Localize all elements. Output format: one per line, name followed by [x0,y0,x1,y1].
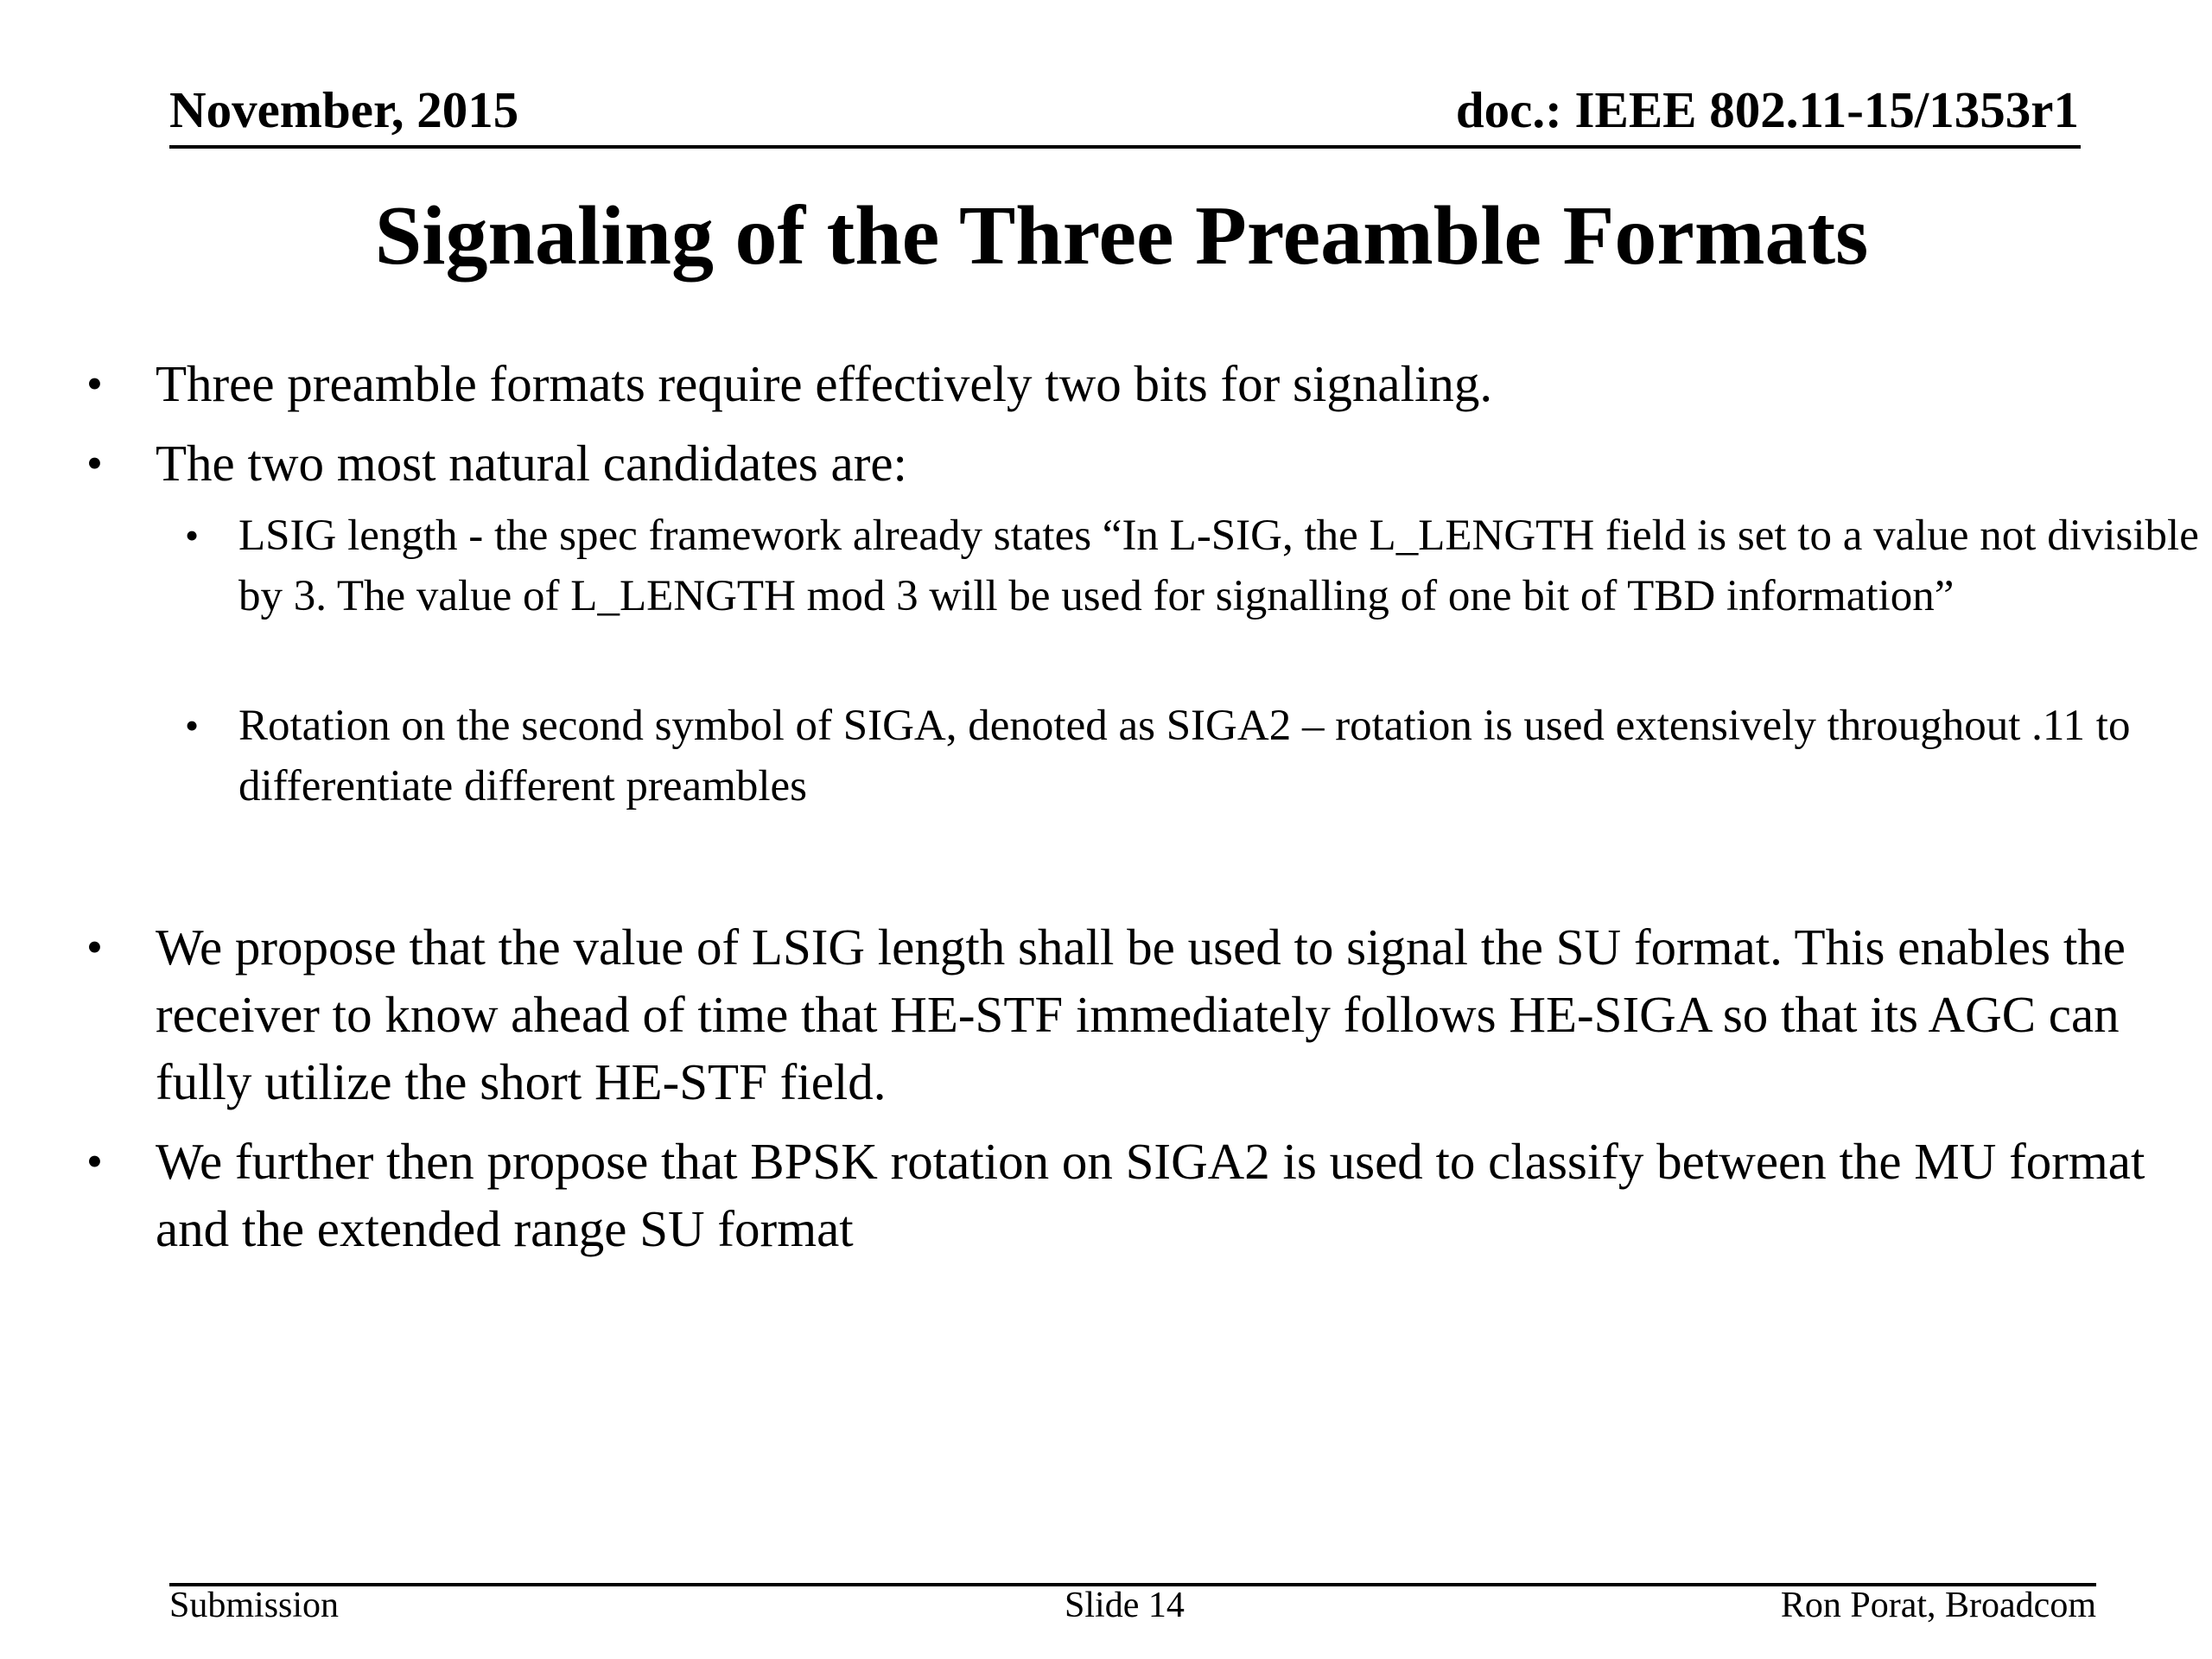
sub-bullet-item-1: LSIG length - the spec framework already states “In L-SIG, the L_LENGTH field is set to a value not divisible by 3. The value of L_LENGTH mod 3 will be used for signalling of one bit of TBD information” [238,512,2199,620]
footer-submission: Submission [169,1586,340,1625]
bullet-item-1: Three preamble formats require effectively two bits for signaling. [156,355,1493,412]
header-divider [169,145,2081,149]
bullet-marker: • [86,358,103,410]
header-date: November, 2015 [169,81,519,138]
bullet-item-3: We propose that the value of LSIG length shall be used to signal the SU format. This enables the receiver to know ahead of time that HE-STF immediately follows HE-SIGA so that its AGC can fully utilize the short HE-STF field. [156,918,2126,1110]
slide-title: Signaling of the Three Preamble Formats [374,189,1869,283]
sub-bullet-marker: • [185,513,200,557]
bullet-marker: • [86,437,103,489]
footer-author: Ron Porat, Broadcom [1780,1586,2096,1625]
footer-slide-number: Slide 14 [1065,1586,1185,1625]
bullet-item-4: We further then propose that BPSK rotation on SIGA2 is used to classify between the MU format and the extended range SU format [156,1133,2145,1257]
bullet-item-2: The two most natural candidates are: [156,435,907,492]
bullet-marker: • [86,1135,103,1187]
sub-bullet-marker: • [185,703,200,747]
sub-bullet-item-2: Rotation on the second symbol of SIGA, denoted as SIGA2 – rotation is used extensively throughout .11 to differentiate different preambles [238,702,2131,810]
bullet-marker: • [86,921,103,973]
header-doc-id: doc.: IEEE 802.11-15/1353r1 [1455,81,2079,138]
